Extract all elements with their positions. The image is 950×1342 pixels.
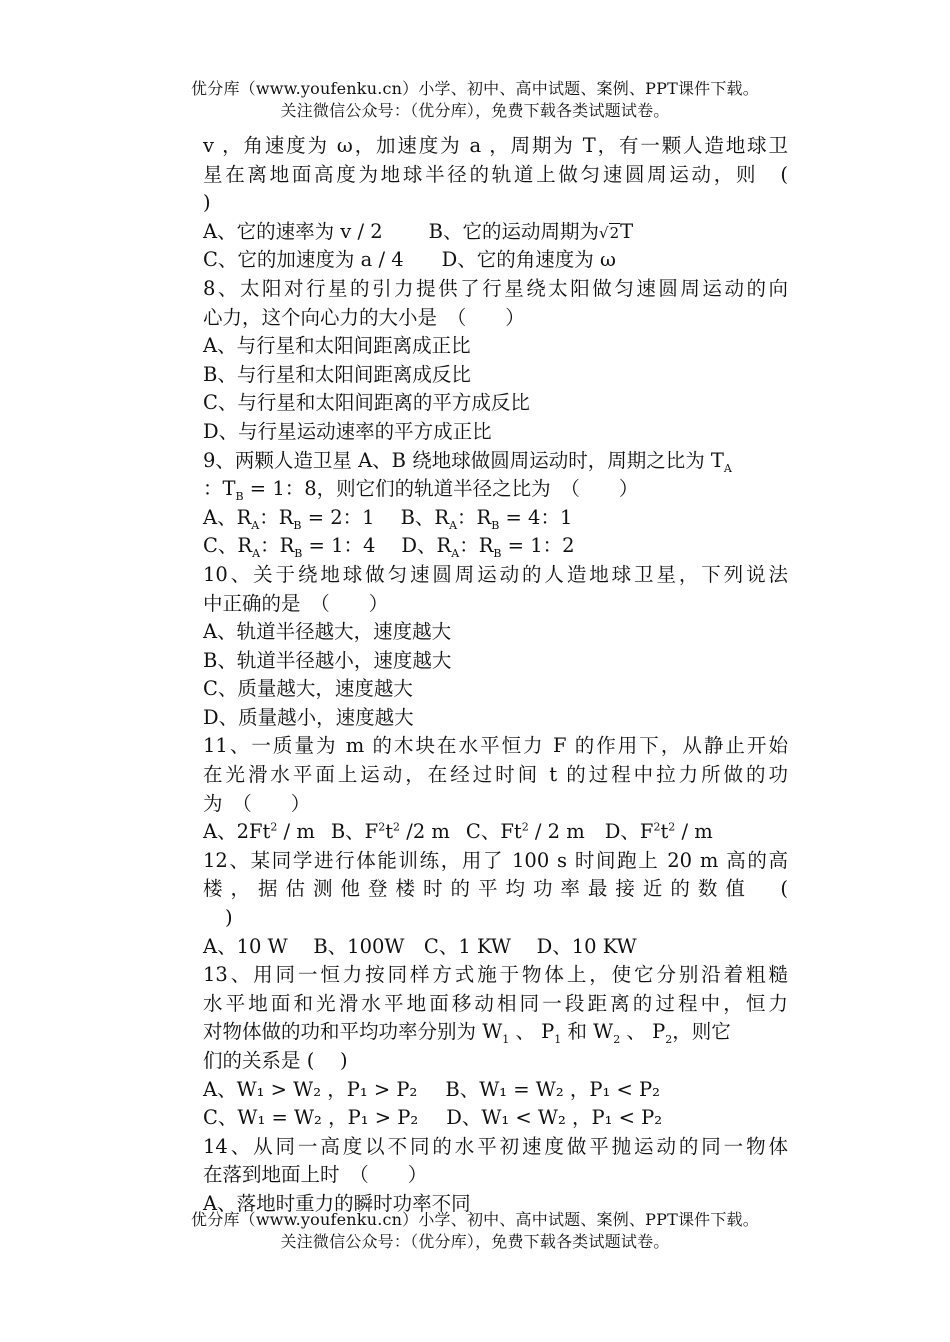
q14-option-a: A、落地时重力的瞬时功率不同 [203, 1191, 471, 1215]
q8-option-b: B、与行星和太阳间距离成反比 [203, 362, 471, 386]
q7-line-1: v ，角速度为 ω，加速度为 a ，周期为 T，有一颗人造地球卫 [203, 134, 788, 157]
q11-line-2: 在光滑水平面上运动，在经过时间 t 的过程中拉力所做的功 [203, 763, 788, 787]
q12-options: A、10 W B、100W C、1 KW D、10 KW [203, 934, 637, 958]
q13-option-a: A、W₁ > W₂ ，P₁ > P₂ [203, 1077, 418, 1101]
q10-option-c: C、质量越大，速度越大 [203, 677, 413, 701]
q11-line-1: 11、一质量为 m 的木块在水平恒力 F 的作用下，从静止开始 [203, 734, 788, 758]
q14-line-1: 14、从同一高度以不同的水平初速度做平抛运动的同一物体 [203, 1134, 788, 1158]
q9-option-a: A、$R_A$：$R_B = 2$：1 [203, 505, 375, 532]
q10-option-b: B、轨道半径越小，速度越大 [203, 648, 452, 672]
q7-option-b: B、它的运动周期为√2T [429, 220, 633, 243]
q8-line-2: 心力，这个向心力的大小是 （ ） [203, 305, 525, 329]
q12-line-3: ) [225, 906, 233, 930]
q10-option-a: A、轨道半径越大，速度越大 [203, 620, 452, 644]
q11-line-3: 为 （ ） [203, 791, 311, 815]
footer-line-2: 关注微信公众号：（优分库），免费下载各类试题试卷。 [280, 1232, 670, 1251]
page-header [0, 78, 950, 122]
q8-option-a: A、与行星和太阳间距离成正比 [203, 334, 471, 358]
q10-option-d: D、质量越小，速度越大 [203, 705, 414, 729]
q8-option-d: D、与行星运动速率的平方成正比 [203, 419, 492, 443]
q8-option-c: C、与行星和太阳间距离的平方成反比 [203, 391, 530, 415]
q13-line-2: 水平地面和光滑水平地面移动相同一段距离的过程中，恒力 [203, 991, 788, 1015]
q8-line-1: 8、太阳对行星的引力提供了行星绕太阳做匀速圆周运动的向 [203, 276, 788, 300]
header-line-2: 关注微信公众号：（优分库），免费下载各类试题试卷。 [280, 101, 670, 120]
footer-line-1: 优分库（www.youfenku.cn）小学、初中、高中试题、案例、PPT课件下载。 [191, 1210, 759, 1229]
page-footer [0, 1209, 950, 1253]
q7-option-d: D、它的角速度为 ω [441, 248, 616, 272]
q13-option-d: D、W₁ < W₂ ，P₁ < P₂ [446, 1106, 663, 1130]
q7-line-3: ) [203, 191, 211, 215]
q13-options-cd [203, 1104, 788, 1133]
q14-line-2: 在落到地面上时 （ ） [203, 1163, 428, 1187]
q9-option-d: D、$R_A$：$R_B = 1$：2 [401, 534, 575, 561]
q13-line-3: 对物体做的功和平均功率分别为 $W_1$ 、 $P_1$ 和 $W_2$ 、 $P_2$，则它 [203, 1020, 731, 1047]
q13-line-1: 13、用同一恒力按同样方式施于物体上，使它分别沿着粗糙 [203, 963, 788, 987]
q9-line-2: ：$T_B = 1$：8，则它们的轨道半径之比为 （ ） [203, 477, 639, 504]
q9-options-cd [203, 532, 788, 561]
q9-option-c: C、$R_A$：$R_B = 1$：4 [203, 534, 376, 561]
q11-option-b: B、$F^2t^2$ /2 m [330, 820, 450, 844]
q11-option-c: C、Ft$^2$ / 2 m [465, 820, 585, 844]
q9-line-1: 9、两颗人造卫星 A、B 绕地球做圆周运动时，周期之比为 $T_A$ [203, 448, 732, 475]
q12-line-1: 12、某同学进行体能训练，用了 100 s 时间跑上 20 m 高的高 [203, 848, 788, 872]
q9-options-ab [203, 504, 788, 533]
q13-options-ab [203, 1076, 788, 1105]
header-line-1: 优分库（www.youfenku.cn）小学、初中、高中试题、案例、PPT课件下载。 [191, 79, 759, 98]
q7-option-a: A、它的速率为 v / 2 [203, 219, 383, 243]
q13-option-c: C、W₁ = W₂ ，P₁ > P₂ [203, 1106, 419, 1130]
q13-option-b: B、W₁ = W₂ ，P₁ < P₂ [445, 1077, 660, 1101]
q7-options-ab [203, 218, 788, 247]
q7-option-c: C、它的加速度为 a / 4 [203, 248, 404, 272]
q10-line-2: 中正确的是 （ ） [203, 591, 389, 615]
q9-option-b: B、$R_A$：$R_B = 4$：1 [400, 505, 573, 532]
q11-option-a: A、2Ft$^2$ / m [203, 820, 315, 844]
document-body [203, 132, 788, 1219]
q13-line-4: 们的关系是 ( ) [203, 1049, 348, 1072]
q11-option-d: D、$F^2t^2$ / m [604, 820, 713, 844]
q12-line-2: 楼，据估测他登楼时的平均功率最接近的数值 ( [203, 877, 788, 901]
sqrt-symbol: √2 [599, 223, 620, 242]
q11-options [203, 818, 788, 847]
q7-options-cd [203, 246, 788, 275]
q7-line-2: 星在离地面高度为地球半径的轨道上做匀速圆周运动，则 ( [203, 162, 788, 186]
q10-line-1: 10、关于绕地球做匀速圆周运动的人造地球卫星，下列说法 [203, 562, 788, 586]
